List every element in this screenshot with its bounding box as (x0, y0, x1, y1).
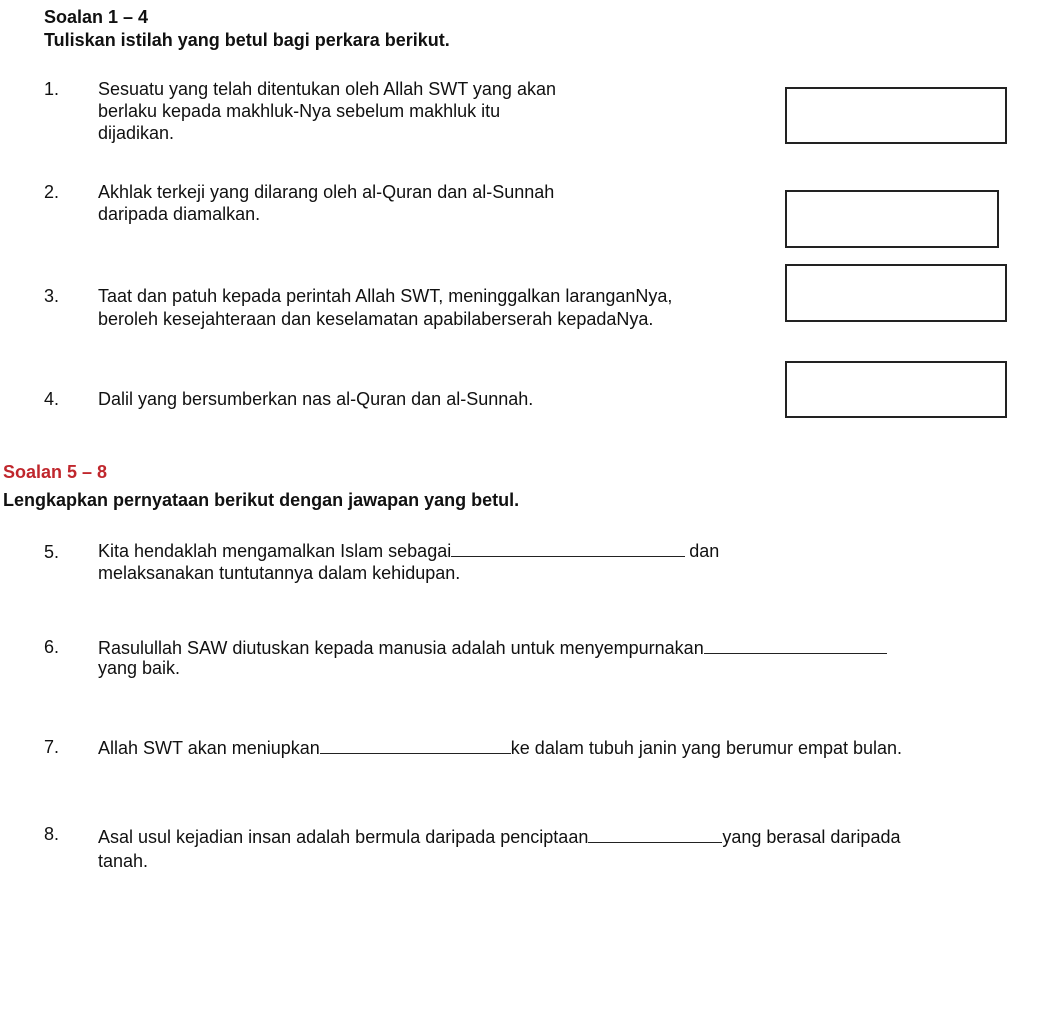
section2-title: Soalan 5 – 8 (3, 462, 108, 482)
question-text-line: daripada diamalkan. (98, 204, 261, 224)
question-text: ke dalam tubuh janin yang berumur empat bulan. (510, 738, 903, 758)
question-text: Allah SWT akan meniupkan (98, 738, 320, 758)
question-text: yang berasal daripada (722, 827, 901, 847)
answer-blank-8[interactable] (588, 825, 722, 843)
answer-blank-7[interactable] (320, 736, 511, 754)
question-text-line: Taat dan patuh kepada perintah Allah SWT, meninggalkan laranganNya, (98, 286, 673, 306)
fill-blank-line (98, 825, 900, 849)
question-text-line: Sesuatu yang telah ditentukan oleh Allah SWT yang akan (98, 79, 556, 99)
question-text-line: Akhlak terkeji yang dilarang oleh al-Quran dan al-Sunnah (98, 182, 555, 202)
question-text-line: melaksanakan tuntutannya dalam kehidupan. (98, 563, 461, 583)
question-text: Asal usul kejadian insan adalah bermula daripada penciptaan (98, 827, 589, 847)
question-text: dan (689, 541, 720, 561)
question-number: 4. (44, 389, 60, 409)
answer-box-3[interactable] (785, 264, 1007, 322)
question-text-line: tanah. (98, 851, 149, 871)
question-number: 1. (44, 79, 60, 99)
question-text-line: dijadikan. (98, 123, 175, 143)
question-number: 2. (44, 182, 60, 202)
question-number: 6. (44, 637, 60, 657)
fill-blank-line (98, 636, 887, 660)
question-number: 3. (44, 286, 60, 306)
section1-title: Soalan 1 – 4 (44, 7, 149, 27)
question-text-line: beroleh kesejahteraan dan keselamatan apabilaberserah kepadaNya. (98, 309, 654, 329)
question-text: Kita hendaklah mengamalkan Islam sebagai (98, 541, 452, 561)
fill-blank-line (98, 736, 902, 760)
answer-blank-5[interactable] (451, 539, 685, 557)
question-text: Rasulullah SAW diutuskan kepada manusia adalah untuk menyempurnakan (98, 638, 704, 658)
question-number: 8. (44, 824, 60, 844)
answer-box-1[interactable] (785, 87, 1007, 144)
answer-box-4[interactable] (785, 361, 1007, 418)
answer-blank-6[interactable] (704, 636, 887, 654)
question-text-line: berlaku kepada makhluk-Nya sebelum makhluk itu (98, 101, 501, 121)
question-number: 5. (44, 542, 60, 562)
answer-box-2[interactable] (785, 190, 999, 248)
question-text-line: yang baik. (98, 658, 181, 678)
fill-blank-line (98, 539, 719, 563)
section1-instruction: Tuliskan istilah yang betul bagi perkara berikut. (44, 30, 450, 50)
question-text-line: Dalil yang bersumberkan nas al-Quran dan al-Sunnah. (98, 389, 534, 409)
question-number: 7. (44, 737, 60, 757)
section2-instruction: Lengkapkan pernyataan berikut dengan jawapan yang betul. (3, 490, 520, 510)
